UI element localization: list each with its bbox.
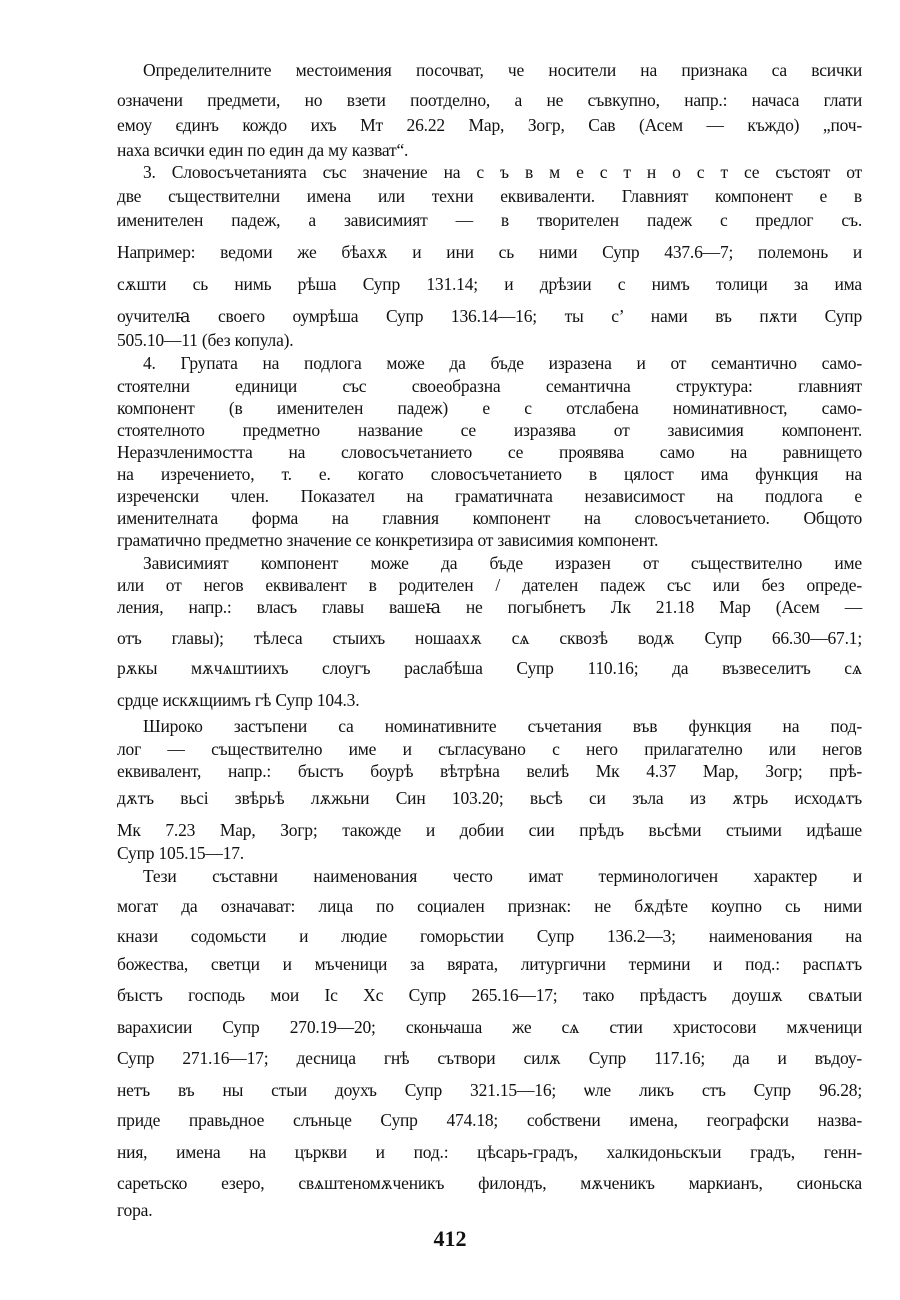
text-line: Супр 105.15—17.	[117, 843, 244, 863]
text-line: 3. Словосъчетанията със значение на с ъ в м е с т н о с т се състоят от	[143, 162, 862, 182]
text-line: оучителꙗ своего оумрѣша Супр 136.14—16; ты с’ нами въ пѫти Супр	[117, 306, 862, 326]
text-line: могат да означават: лица по социален признак: не бѫдѣте коупно сь ними	[117, 896, 862, 916]
text-line: варахисии Супр 270.19—20; сконьчаша же сѧ стии христосови мѫченици	[117, 1017, 862, 1037]
text-line: Неразчленимостта на словосъчетанието се проявява само на равнището	[117, 442, 862, 462]
text-line: означени предмети, но взети поотделно, а не съвкупно, напр.: начаса глати	[117, 90, 862, 110]
text-line: 505.10—11 (без копула).	[117, 330, 294, 350]
text-line: рѫкы мѫчѧштиихъ слоугъ раслабѣша Супр 110.16; да възвеселитъ сѧ	[117, 658, 862, 678]
text-line: ления, напр.: власъ главы вашеꙗ не погыбнетъ Лк 21.18 Мар (Асем —	[117, 597, 862, 617]
text-line: Широко застъпени са номинативните съчетания във функция на под-	[143, 716, 862, 736]
text-line: изреченски член. Показател на граматичната независимост на подлога е	[117, 486, 862, 506]
text-line: Например: ведоми же бѣахѫ и ини сь ними Супр 437.6—7; полемонь и	[117, 242, 862, 262]
text-line: компонент (в именителен падеж) е с отслабена номинативност, само-	[117, 398, 862, 418]
text-line: на изречението, т. е. когато словосъчетанието в цялост има функция на	[117, 464, 862, 484]
text-line: наха всички един по един да му казват“.	[117, 140, 409, 160]
page-number: 412	[433, 1226, 467, 1251]
text-line: кнази содомьсти и людие гоморьстии Супр 136.2—3; наименования на	[117, 926, 862, 946]
text-line: нетъ въ ны стыи доухъ Супр 321.15—16; ѡле ликъ стъ Супр 96.28;	[117, 1080, 862, 1100]
text-line: стоятелното предметно название се изразява от зависимия компонент.	[117, 420, 862, 440]
text-line: емоу єдинъ кождо ихъ Мт 26.22 Мар, Зогр, Сав (Асем — къждо) „поч-	[117, 115, 862, 135]
text-line: стоятелни единици със своеобразна семантична структура: главният	[117, 376, 862, 396]
text-line: бъıстъ господь мои Іс Хс Супр 265.16—17; тако прѣдастъ доушѫ свѧтыи	[117, 985, 862, 1005]
text-line: саретьско езеро, свѧштеномѫченикъ филондъ, мѫченикъ маркианъ, сионьска	[117, 1173, 862, 1193]
text-line: Тези съставни наименования често имат терминологичен характер и	[143, 866, 862, 886]
text-line: граматично предметно значение се конкретизира от зависимия компонент.	[117, 530, 659, 550]
text-line: гора.	[117, 1200, 153, 1220]
text-line: Зависимият компонент може да бъде изразен от съществително име	[143, 553, 862, 573]
text-line: приде правьдное слъньце Супр 474.18; собствени имена, географски назва-	[117, 1110, 862, 1130]
text-line: Определителните местоимения посочват, че носители на признака са всички	[143, 60, 862, 80]
text-line: ния, имена на църкви и под.: цѣсарь-градъ, халкидоньскъıи градъ, генн-	[117, 1142, 862, 1162]
text-line: сѫшти сь нимь рѣша Супр 131.14; и дрѣзии с нимъ толици за има	[117, 274, 862, 294]
text-line: дѫтъ вьсi звѣрьѣ лѫжьни Син 103.20; вьсѣ си зъла из ѫтрь исходѧтъ	[117, 788, 862, 808]
text-line: именителната форма на главния компонент на словосъчетанието. Общото	[117, 508, 862, 528]
text-line: срдце искѫщиимъ гѣ Супр 104.3.	[117, 690, 360, 710]
text-line: божества, светци и мъченици за вярата, литургични термини и под.: распѧтъ	[117, 954, 862, 974]
text-line: отъ главы); тѣлеса стыихъ ношаахѫ сѧ сквозѣ водѫ Супр 66.30—67.1;	[117, 628, 862, 648]
text-line: две съществителни имена или техни еквиваленти. Главният компонент е в	[117, 186, 862, 206]
text-line: Мк 7.23 Мар, Зогр; такожде и добии сии прѣдъ вьсѣми стыими идѣаше	[117, 820, 862, 840]
text-line: еквивалент, напр.: бъıстъ боурѣ вѣтрѣна велиѣ Мк 4.37 Мар, Зогр; прѣ-	[117, 761, 862, 781]
text-line: Супр 271.16—17; десница гнѣ сътвори силѫ Супр 117.16; да и въдоу-	[117, 1048, 862, 1068]
text-line: 4. Групата на подлога може да бъде изразена и от семантично само-	[143, 353, 862, 373]
text-line: именителен падеж, а зависимият — в творителен падеж с предлог съ.	[117, 210, 862, 230]
text-line: или от негов еквивалент в родителен / дателен падеж със или без опреде-	[117, 575, 862, 595]
text-line: лог — съществително име и съгласувано с него прилагателно или негов	[117, 739, 862, 759]
